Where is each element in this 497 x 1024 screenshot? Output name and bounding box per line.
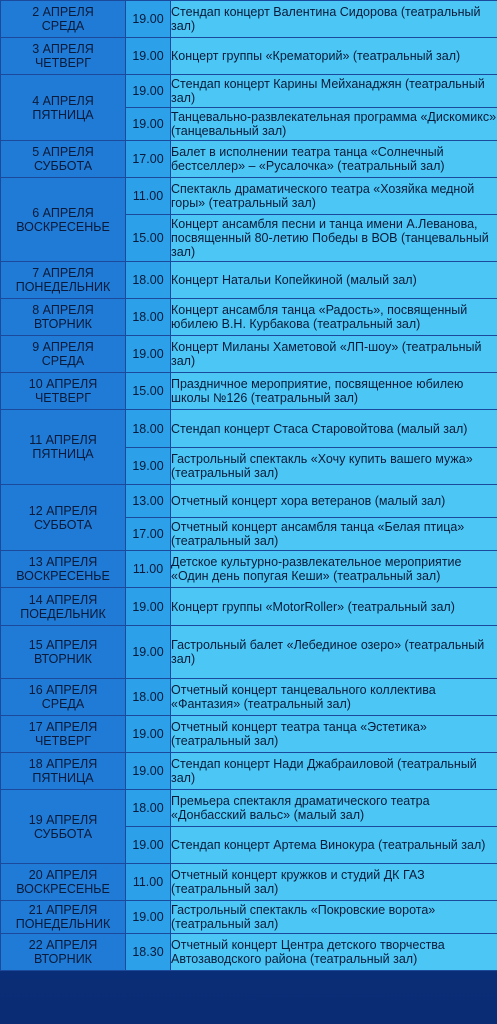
event-time: 19.00	[126, 827, 171, 864]
event-title: Спектакль драматического театра «Хозяйка медной горы» (театральный зал)	[171, 178, 497, 215]
date-day: 15 АПРЕЛЯ	[28, 638, 98, 652]
schedule-row	[1, 75, 497, 108]
date-weekday: СУББОТА	[33, 159, 93, 173]
event-time: 11.00	[126, 178, 171, 215]
schedule-row	[1, 790, 497, 827]
event-time: 18.00	[126, 790, 171, 827]
event-time: 19.00	[126, 38, 171, 75]
date-weekday: ВТОРНИК	[34, 652, 92, 666]
date-cell	[1, 410, 126, 485]
event-title: Танцевально-развлекательная программа «Дискомикс» (танцевальный зал)	[171, 108, 497, 141]
schedule-row	[1, 679, 497, 716]
event-time: 19.00	[126, 108, 171, 141]
event-title: Отчетный концерт кружков и студий ДК ГАЗ (театральный зал)	[171, 864, 497, 901]
date-cell	[1, 790, 126, 864]
date-weekday: ВОСКРЕСЕНЬЕ	[16, 569, 110, 583]
event-time: 19.00	[126, 588, 171, 626]
date-weekday: ПЯТНИЦА	[32, 447, 94, 461]
date-day: 4 АПРЕЛЯ	[32, 93, 94, 108]
event-time: 19.00	[126, 1, 171, 38]
date-weekday: СУББОТА	[33, 517, 93, 532]
date-day: 13 АПРЕЛЯ	[28, 555, 98, 569]
date-cell	[1, 178, 126, 262]
date-day: 17 АПРЕЛЯ	[28, 720, 98, 734]
date-cell	[1, 485, 126, 551]
event-time: 19.00	[126, 336, 171, 373]
date-weekday: ПОЕДЕЛЬНИК	[20, 606, 106, 621]
schedule-row	[1, 410, 497, 448]
date-weekday: ВОСКРЕСЕНЬЕ	[16, 882, 110, 896]
date-weekday: ВТОРНИК	[34, 317, 92, 331]
date-day: 3 АПРЕЛЯ	[32, 42, 94, 56]
schedule-row	[1, 588, 497, 626]
event-title: Праздничное мероприятие, посвященное юбилею школы №126 (театральный зал)	[171, 373, 497, 410]
event-time: 19.00	[126, 448, 171, 485]
schedule-row	[1, 753, 497, 790]
event-title: Гастрольный спектакль «Покровские ворота» (театральный зал)	[171, 901, 497, 934]
schedule-row	[1, 485, 497, 518]
event-time: 18.00	[126, 410, 171, 448]
event-title: Гастрольный спектакль «Хочу купить вашего мужа» (театральный зал)	[171, 448, 497, 485]
date-day: 8 АПРЕЛЯ	[32, 303, 94, 317]
date-cell	[1, 753, 126, 790]
date-weekday: ПОНЕДЕЛЬНИК	[15, 917, 111, 931]
date-day: 6 АПРЕЛЯ	[32, 205, 94, 220]
date-weekday: ПЯТНИЦА	[32, 771, 94, 785]
schedule-row	[1, 336, 497, 373]
date-weekday: СРЕДА	[41, 697, 85, 711]
date-cell	[1, 1, 126, 38]
event-time: 19.00	[126, 75, 171, 108]
date-weekday: ЧЕТВЕРГ	[34, 734, 92, 748]
schedule-row	[1, 262, 497, 299]
event-title: Концерт Миланы Хаметовой «ЛП-шоу» (театральный зал)	[171, 336, 497, 373]
schedule-row	[1, 551, 497, 588]
event-time: 11.00	[126, 551, 171, 588]
date-cell	[1, 262, 126, 299]
event-time: 19.00	[126, 901, 171, 934]
date-cell	[1, 716, 126, 753]
schedule-row	[1, 934, 497, 971]
date-weekday: ВТОРНИК	[34, 952, 92, 966]
date-weekday: ЧЕТВЕРГ	[34, 56, 92, 70]
event-title: Концерт группы «MotorRoller» (театральный зал)	[171, 588, 497, 626]
date-cell	[1, 588, 126, 626]
date-weekday: ЧЕТВЕРГ	[34, 391, 92, 405]
date-cell	[1, 336, 126, 373]
date-cell	[1, 141, 126, 178]
event-title: Концерт группы «Крематорий» (театральный зал)	[171, 38, 497, 75]
event-title: Стендап концерт Артема Винокура (театральный зал)	[171, 827, 497, 864]
event-time: 17.00	[126, 518, 171, 551]
schedule-row	[1, 299, 497, 336]
schedule-row	[1, 141, 497, 178]
date-cell	[1, 75, 126, 141]
event-title: Отчетный концерт театра танца «Эстетика» (театральный зал)	[171, 716, 497, 753]
event-title: Отчетный концерт ансамбля танца «Белая птица» (театральный зал)	[171, 518, 497, 551]
event-time: 18.00	[126, 299, 171, 336]
date-cell	[1, 38, 126, 75]
event-title: Стендап концерт Карины Мейханаджян (театральный зал)	[171, 75, 497, 108]
date-day: 7 АПРЕЛЯ	[32, 266, 94, 280]
schedule-row	[1, 373, 497, 410]
date-cell	[1, 864, 126, 901]
schedule-row	[1, 178, 497, 215]
date-weekday: ПОНЕДЕЛЬНИК	[15, 280, 111, 294]
date-day: 21 АПРЕЛЯ	[28, 903, 98, 917]
event-time: 19.00	[126, 753, 171, 790]
event-time: 15.00	[126, 373, 171, 410]
event-title: Отчетный концерт хора ветеранов (малый зал)	[171, 485, 497, 518]
date-day: 12 АПРЕЛЯ	[28, 503, 98, 518]
date-day: 9 АПРЕЛЯ	[32, 340, 94, 354]
date-weekday: СУББОТА	[33, 826, 93, 841]
schedule-row	[1, 1, 497, 38]
event-time: 15.00	[126, 215, 171, 262]
date-weekday: ПЯТНИЦА	[32, 107, 94, 122]
event-title: Концерт Натальи Копейкиной (малый зал)	[171, 262, 497, 299]
date-day: 19 АПРЕЛЯ	[28, 812, 98, 827]
date-cell	[1, 551, 126, 588]
schedule-row	[1, 38, 497, 75]
event-time: 19.00	[126, 626, 171, 679]
event-time: 18.00	[126, 262, 171, 299]
event-time: 18.30	[126, 934, 171, 971]
event-title: Балет в исполнении театра танца «Солнечный бестселлер» – «Русалочка» (театральный зал)	[171, 141, 497, 178]
date-day: 2 АПРЕЛЯ	[32, 5, 94, 19]
date-weekday: СРЕДА	[41, 19, 85, 33]
event-title: Гастрольный балет «Лебединое озеро» (театральный зал)	[171, 626, 497, 679]
date-day: 11 АПРЕЛЯ	[29, 433, 97, 447]
date-day: 5 АПРЕЛЯ	[32, 145, 94, 159]
event-time: 18.00	[126, 679, 171, 716]
date-weekday: ВОСКРЕСЕНЬЕ	[16, 219, 110, 234]
event-time: 19.00	[126, 716, 171, 753]
date-cell	[1, 901, 126, 934]
date-day: 14 АПРЕЛЯ	[28, 592, 98, 607]
event-title: Концерт ансамбля танца «Радость», посвященный юбилею В.Н. Курбакова (театральный зал)	[171, 299, 497, 336]
schedule-row	[1, 864, 497, 901]
schedule-row	[1, 716, 497, 753]
event-title: Стендап концерт Стаса Старовойтова (малый зал)	[171, 410, 497, 448]
date-day: 22 АПРЕЛЯ	[28, 938, 98, 952]
date-day: 10 АПРЕЛЯ	[28, 377, 98, 391]
date-day: 18 АПРЕЛЯ	[28, 757, 98, 771]
event-time: 17.00	[126, 141, 171, 178]
date-cell	[1, 299, 126, 336]
event-time: 11.00	[126, 864, 171, 901]
event-title: Концерт ансамбля песни и танца имени А.Леванова, посвященный 80-летию Победы в ВОВ (танцевальный зал)	[171, 215, 497, 262]
date-cell	[1, 679, 126, 716]
date-day: 20 АПРЕЛЯ	[28, 868, 98, 882]
event-title: Премьера спектакля драматического театра «Донбасский вальс» (малый зал)	[171, 790, 497, 827]
date-cell	[1, 373, 126, 410]
date-weekday: СРЕДА	[41, 354, 85, 368]
event-title: Стендап концерт Валентина Сидорова (театральный зал)	[171, 1, 497, 38]
event-time: 13.00	[126, 485, 171, 518]
schedule-row	[1, 901, 497, 934]
event-title: Стендап концерт Нади Джабраиловой (театральный зал)	[171, 753, 497, 790]
event-title: Отчетный концерт танцевального коллектива «Фантазия» (театральный зал)	[171, 679, 497, 716]
date-cell	[1, 626, 126, 679]
date-cell	[1, 934, 126, 971]
event-title: Детское культурно-развлекательное мероприятие «Один день попугая Кеши» (театральный зал)	[171, 551, 497, 588]
date-day: 16 АПРЕЛЯ	[28, 683, 98, 697]
event-title: Отчетный концерт Центра детского творчества Автозаводского района (театральный зал)	[171, 934, 497, 971]
schedule-row	[1, 626, 497, 679]
schedule-body	[1, 1, 497, 971]
